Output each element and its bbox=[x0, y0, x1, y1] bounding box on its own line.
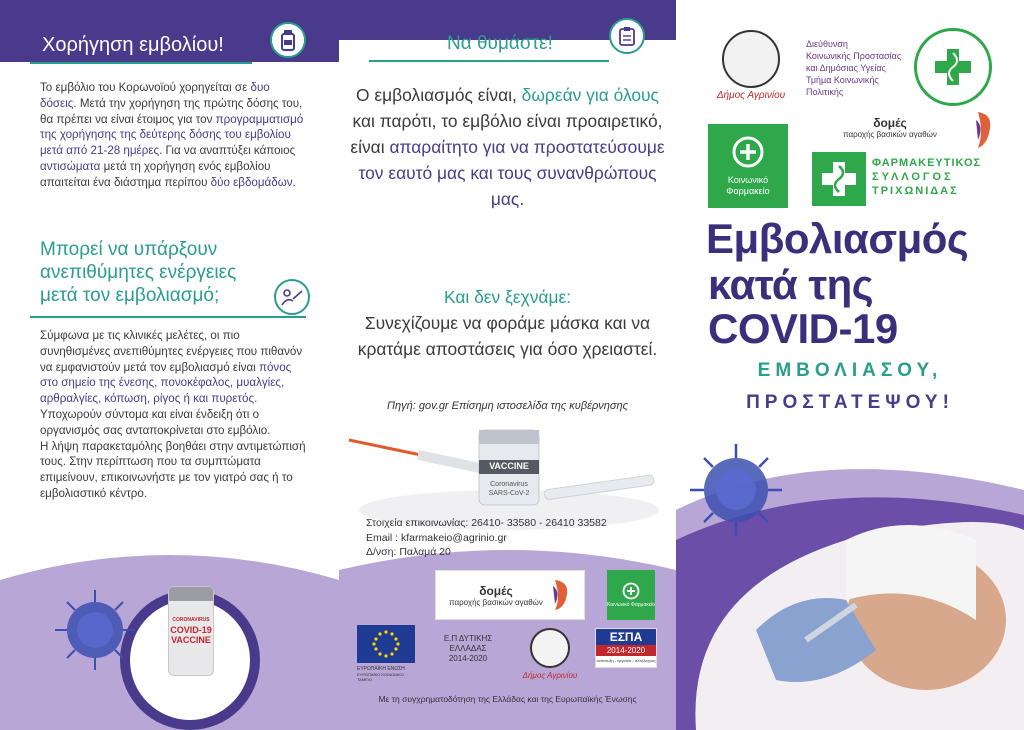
dimos-logo bbox=[716, 30, 786, 101]
covid-vaccine-vial bbox=[168, 586, 214, 676]
mid-header-underline bbox=[369, 60, 609, 62]
dimos-label-small: Δήμος Αγρινίου bbox=[522, 671, 578, 680]
dose-info-run-4: . Για να αναπτύξει κάποιος bbox=[159, 144, 296, 158]
espa-logo bbox=[595, 628, 657, 668]
source-text: Πηγή: gov.gr Επίσημη ιστοσελίδα της κυβέρνησης bbox=[387, 400, 628, 412]
dimos-logo-small bbox=[515, 628, 585, 680]
vial-top-label: CORONAVIRUS bbox=[172, 617, 210, 623]
ep-line1: Ε.Π ΔΥΤΙΚΗΣ bbox=[443, 634, 493, 643]
vial-photo-small: Coronavirus SARS-CoV-2 bbox=[488, 481, 530, 497]
free-vaccination-run-0: Ο εμβολιασμός είναι, bbox=[356, 85, 522, 105]
eu-sub: ΕΥΡΩΠΑΪΚΟ ΚΟΙΝΩΝΙΚΟ ΤΑΜΕΙΟ bbox=[357, 672, 404, 682]
contact-phone: Στοιχεία επικοινωνίας: 26410- 33580 - 26410 33582 bbox=[366, 517, 607, 529]
free-vaccination-run-1: δωρεάν για όλους bbox=[521, 85, 659, 105]
injection-arm-icon bbox=[274, 279, 310, 315]
pharm-cross-icon bbox=[812, 152, 866, 206]
social-pharmacy-logo bbox=[708, 124, 788, 208]
domes-logo bbox=[435, 570, 585, 620]
title-line-1: Εμβολιασμός bbox=[706, 215, 969, 262]
domes-face-icon bbox=[972, 110, 994, 150]
pharm-line3: ΤΡΙΧΩΝΙΔΑΣ bbox=[872, 185, 959, 197]
contact-address: Δ/νση: Παλαμά 20 bbox=[366, 546, 451, 558]
dept-line-5: Πολιτικής bbox=[806, 87, 844, 97]
side-effects-run-3: Η λήψη παρακεταμόλης βοηθάει στην αντιμετώπισή τους. Στην περίπτωση που τα συμπτώματα επιμείνουν, επικοινωνήστε με τον γιατρό σας ή το εμβολιαστικό κέντρο. bbox=[40, 439, 306, 500]
dose-info-run-5: αντισώματα bbox=[40, 159, 101, 173]
espa-sub: ανάπτυξη - εργασία - αλληλεγγύη bbox=[596, 658, 656, 663]
domes-face-icon bbox=[549, 578, 571, 612]
eu-label: ΕΥΡΩΠΑΪΚΗ ΕΝΩΣΗ bbox=[357, 666, 405, 672]
ep-line3: 2014-2020 bbox=[448, 654, 488, 663]
vial-main-label: COVID-19 bbox=[170, 625, 212, 635]
free-vaccination-run-2: και παρότι, το εμβόλιο είναι προαιρετικό, είναι bbox=[350, 111, 663, 157]
vial-sub-label: VACCINE bbox=[171, 635, 211, 645]
right-panel bbox=[676, 0, 1024, 730]
ep-line2: ΕΛΛΑΔΑΣ bbox=[449, 644, 487, 653]
title-line-3: COVID-19 bbox=[708, 305, 898, 352]
vaccination-free-text bbox=[349, 82, 666, 212]
domes-logo-right bbox=[810, 116, 970, 139]
dose-info-run-6: μετά τη χορήγηση ενός εμβολίου απαιτείται ένα διάστημα περίπου bbox=[40, 159, 271, 189]
dose-info-text bbox=[40, 80, 304, 191]
dose-info-run-7: δύο εβδομάδων bbox=[210, 175, 293, 189]
eu-logo bbox=[357, 625, 417, 685]
vaccination-photo bbox=[676, 420, 1024, 730]
section-underline bbox=[30, 316, 306, 318]
free-vaccination-run-3: απαραίτητο για να προστατεύσουμε τον εαυτό μας και τους συνανθρώπους μας bbox=[358, 137, 665, 209]
dept-line-2: Κοινωνικής Προστασίας bbox=[806, 51, 902, 61]
side-effects-heading: Μπορεί να υπάρξουν ανεπιθύμητες ενέργειες μετά τον εμβολιασμό; bbox=[40, 239, 237, 306]
espa-years: 2014-2020 bbox=[596, 645, 656, 656]
dimos-label: Δήμος Αγρινίου bbox=[716, 90, 786, 101]
domes-sub: παροχής βασικών αγαθών bbox=[449, 597, 543, 607]
title-line-2: κατά της bbox=[708, 261, 874, 308]
dose-info-run-3: προγραμματισμό της χορήγησης της δεύτερης δόσης του εμβολίου μετά από 21-28 ημέρες bbox=[40, 112, 304, 158]
side-effects-text bbox=[40, 328, 308, 502]
coronavirus-particle-icon bbox=[55, 590, 135, 670]
side-effects-run-0: Σύμφωνα με τις κλινικές μελέτες, οι πιο συνηθισμένες ανεπιθύμητες ενέργειες που πιθανόν να εμφανιστούν μετά τον εμβολιασμό είναι bbox=[40, 329, 303, 374]
cofunding-footer: Με τη συγχρηματοδότηση της Ελλάδας και της Ευρωπαϊκής Ένωσης bbox=[378, 694, 637, 704]
pharmacy-cross-icon bbox=[622, 582, 640, 600]
syringe-vial-photo bbox=[339, 420, 676, 530]
ep-label bbox=[431, 634, 505, 664]
left-panel bbox=[0, 0, 339, 730]
dept-text bbox=[806, 38, 906, 98]
middle-panel bbox=[339, 0, 676, 730]
social-pharmacy-label: Κοινωνικό Φαρμακείο bbox=[726, 175, 770, 196]
slogan-vaccinate: ΕΜΒΟΛΙΑΣΟΥ, bbox=[757, 360, 943, 381]
vial-photo-label: VACCINE bbox=[489, 461, 529, 471]
pharmacy-cross-icon bbox=[731, 135, 765, 169]
domes-title-right: δομές bbox=[873, 116, 907, 130]
mid-header-title: Να θυμάστε! bbox=[447, 33, 553, 54]
free-vaccination-run-4: . bbox=[519, 189, 525, 209]
dept-line-1: Διεύθυνση bbox=[806, 39, 848, 49]
dept-line-4: Τμήμα Κοινωνικής bbox=[806, 75, 879, 85]
dose-info-run-1: δυο δόσεις bbox=[40, 81, 270, 110]
dose-info-run-2: . Μετά την χορήγηση της πρώτης δόσης του, θα πρέπει να είναι έτοιμος για τον bbox=[40, 96, 303, 126]
green-cross-icon bbox=[933, 47, 973, 87]
left-header-title: Χορήγηση εμβολίου! bbox=[42, 34, 224, 56]
reminder-title: Και δεν ξεχνάμε: bbox=[443, 287, 572, 307]
side-effects-run-1: πόνος στο σημείο της ένεσης, πονοκέφαλος, μυαλγίες, αρθραλγίες, κόπωση, ρίγος ή και πυρετός bbox=[40, 360, 292, 406]
dept-line-3: και Δημόσιας Υγείας bbox=[806, 63, 886, 73]
reminder-text: Συνεχίζουμε να φοράμε μάσκα και να κρατάμε αποστάσεις για όσο χρειαστεί. bbox=[357, 313, 658, 359]
pharm-association-logo bbox=[812, 152, 982, 210]
dimos-seal-icon bbox=[722, 30, 780, 88]
contact-email: Email : kfarmakeio@agrinio.gr bbox=[366, 532, 507, 544]
dose-info-run-8: . bbox=[292, 175, 296, 189]
domes-title: δομές bbox=[479, 583, 513, 598]
social-pharmacy-logo-small bbox=[607, 570, 655, 620]
reminder-block bbox=[349, 284, 666, 362]
vaccine-vial-icon bbox=[270, 22, 306, 58]
pharm-line2: ΣΥΛΛΟΓΟΣ bbox=[872, 171, 954, 183]
domes-sub-right: παροχής βασικών αγαθών bbox=[843, 130, 937, 139]
clipboard-icon bbox=[609, 18, 645, 54]
medical-association-logo bbox=[914, 28, 992, 106]
eu-flag-icon bbox=[357, 625, 415, 663]
side-effects-run-2: . Υποχωρούν σύντομα και είναι ένδειξη ότι ο οργανισμός σας ανταποκρίνεται στο εμβόλιο. bbox=[40, 392, 271, 437]
espa-label: ΕΣΠΑ bbox=[596, 629, 656, 645]
dose-info-run-0: Το εμβόλιο του Κορωνοϊού χορηγείται σε bbox=[40, 81, 251, 94]
slogan-protect: ΠΡΟΣΤΑΤΕΨΟΥ! bbox=[746, 392, 954, 413]
left-header-underline bbox=[30, 62, 252, 64]
social-pharmacy-label-small: Κοινωνικό Φαρμακείο bbox=[607, 602, 655, 608]
pharm-line1: ΦΑΡΜΑΚΕΥΤΙΚΟΣ bbox=[872, 157, 982, 169]
dimos-seal-icon bbox=[530, 628, 570, 668]
